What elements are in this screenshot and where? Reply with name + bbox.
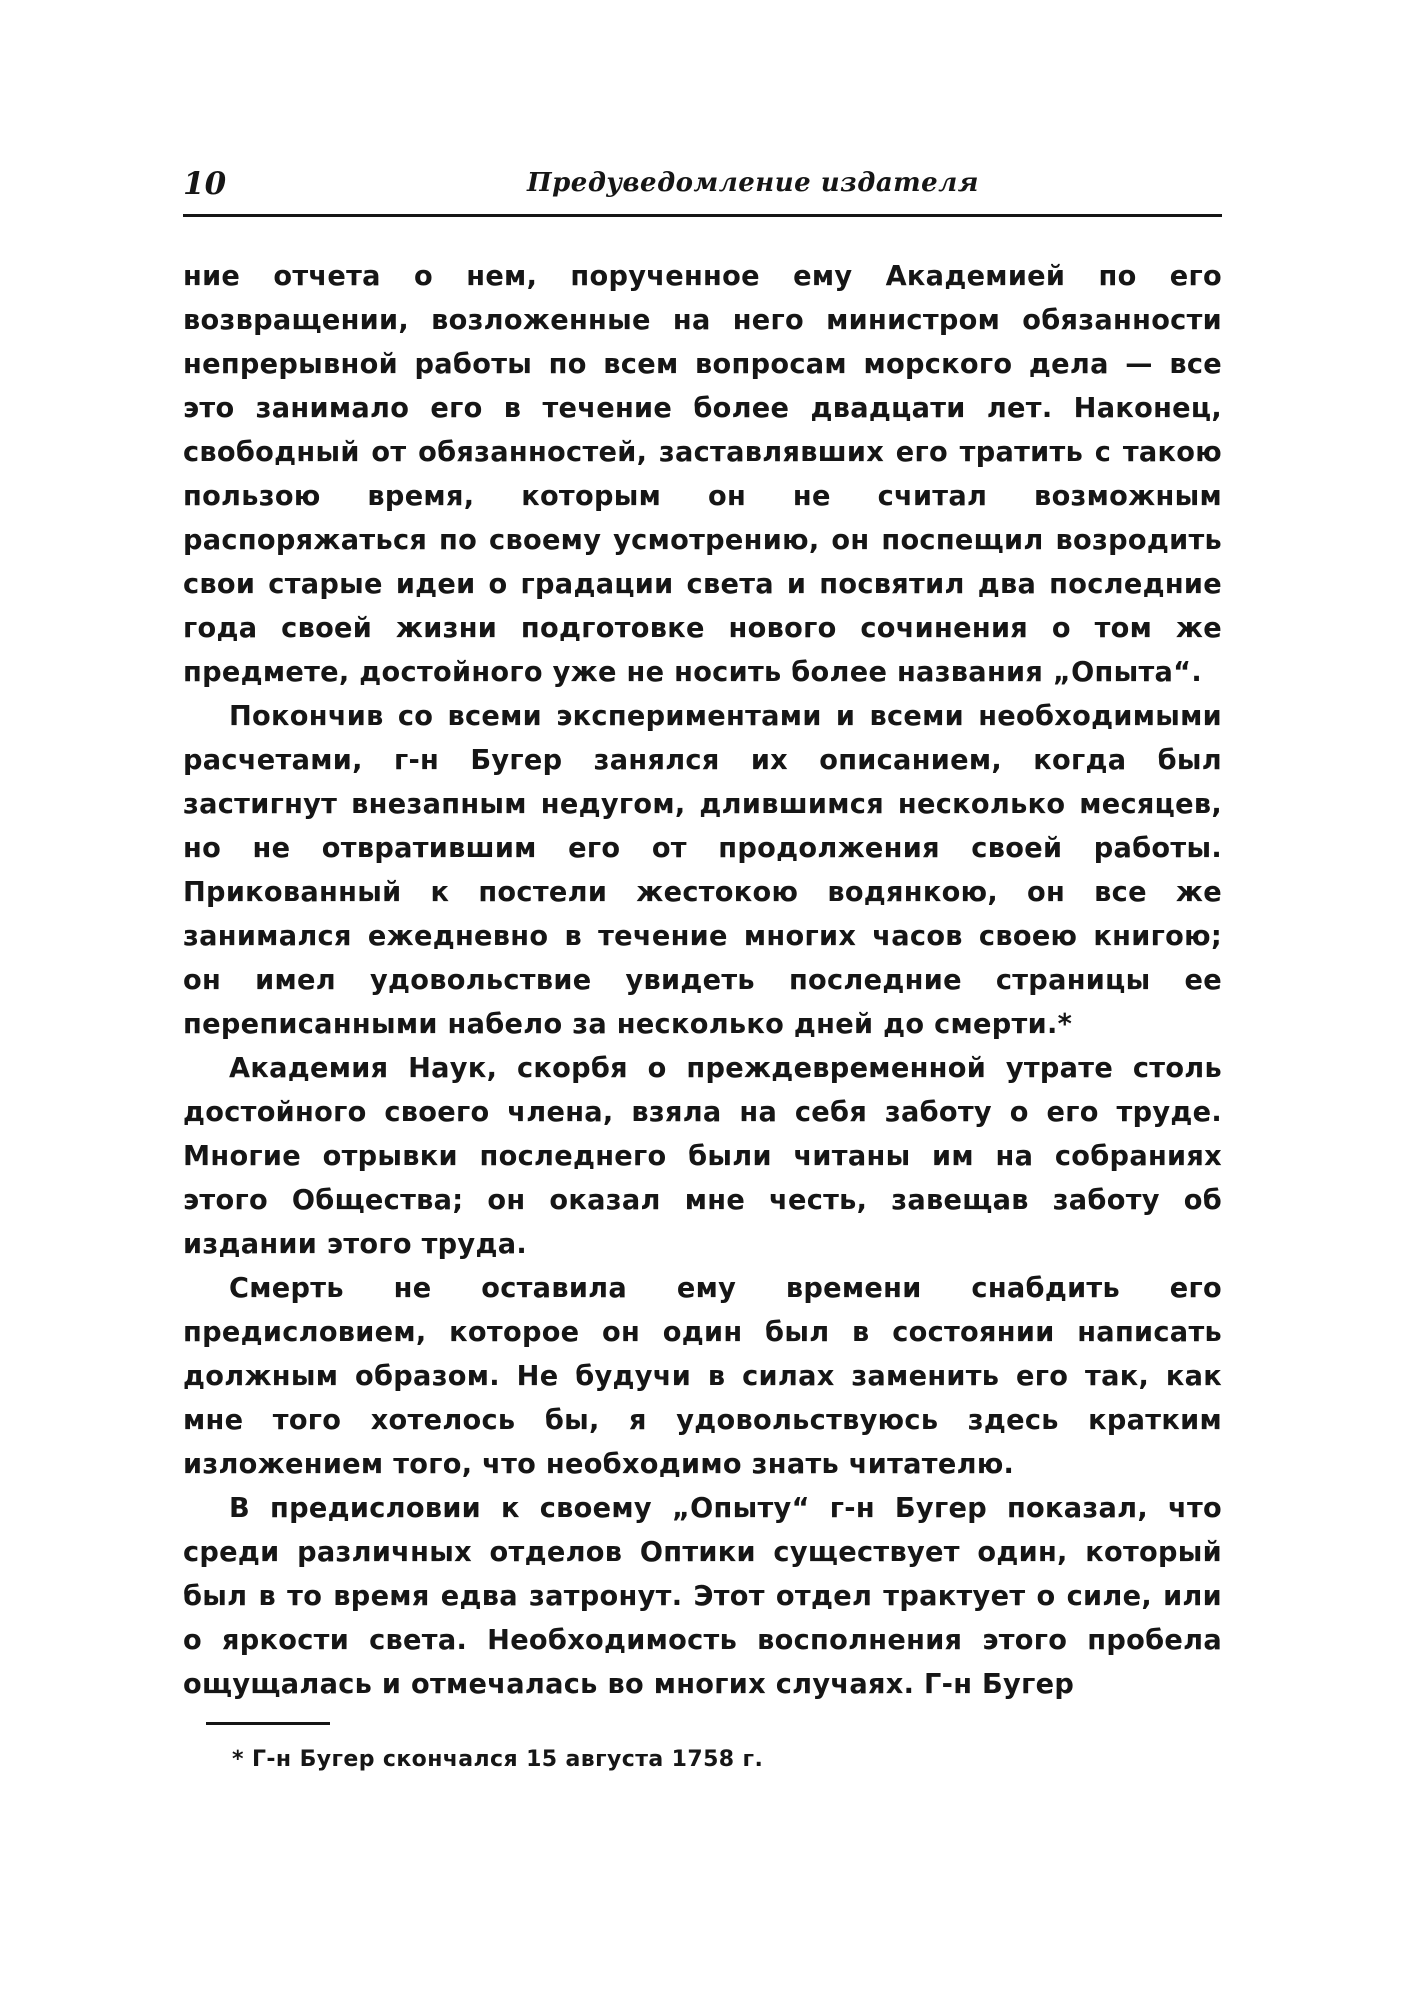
page-number: 10: [183, 166, 227, 202]
footnote-rule: [206, 1722, 330, 1725]
paragraph: Покончив со всеми экспериментами и всеми необходимыми расчетами, г-н Бугер занялся их описанием, когда был застигнут внезапным недугом, длившимся несколько месяцев, но не отвратившим его от продолжения своей работы. Прикованный к постели жестокою водянкою, он все же занимался ежедневно в течение многих часов своею книгою; он имел удовольствие увидеть последние страницы ее переписанными набело за несколько дней до смерти.*: [183, 701, 1222, 1040]
paragraph: ние отчета о нем, порученное ему Академией по его возвращении, возложенные на него министром обязанности непрерывной работы по всем вопросам морского дела — все это занимало его в течение более двадцати лет. Наконец, свободный от обязанностей, заставлявших его тратить с такою пользою время, которым он не считал возможным распоряжаться по своему усмотрению, он поспещил возродить свои старые идеи о градации света и посвятил два последние года своей жизни подготовке нового сочинения о том же предмете, достойного уже не носить более названия „Опыта“.: [183, 261, 1222, 688]
paragraph: Смерть не оставила ему времени снабдить его предисловием, которое он один был в состоянии написать должным образом. Не будучи в силах заменить его так, как мне того хотелось бы, я удовольствуюсь здесь кратким изложением того, что необходимо знать читателю.: [183, 1273, 1222, 1480]
footnote: * Г-н Бугер скончался 15 августа 1758 г.: [232, 1747, 764, 1772]
page-header: [183, 162, 1222, 220]
paragraph: Академия Наук, скорбя о преждевременной утрате столь достойного своего члена, взяла на себя заботу о его труде. Многие отрывки последнего были читаны им на собраниях этого Общества; он оказал мне честь, завещав заботу об издании этого труда.: [183, 1053, 1222, 1260]
body-text: [183, 255, 1222, 1707]
header-rule: [183, 214, 1222, 217]
running-title: Предуведомление издателя: [527, 168, 979, 198]
paragraph: В предисловии к своему „Опыту“ г-н Бугер показал, что среди различных отделов Оптики существует один, который был в то время едва затронут. Этот отдел трактует о силе, или о яркости света. Необходимость восполнения этого пробела ощущалась и отмечалась во многих случаях. Г-н Бугер: [183, 1493, 1222, 1700]
